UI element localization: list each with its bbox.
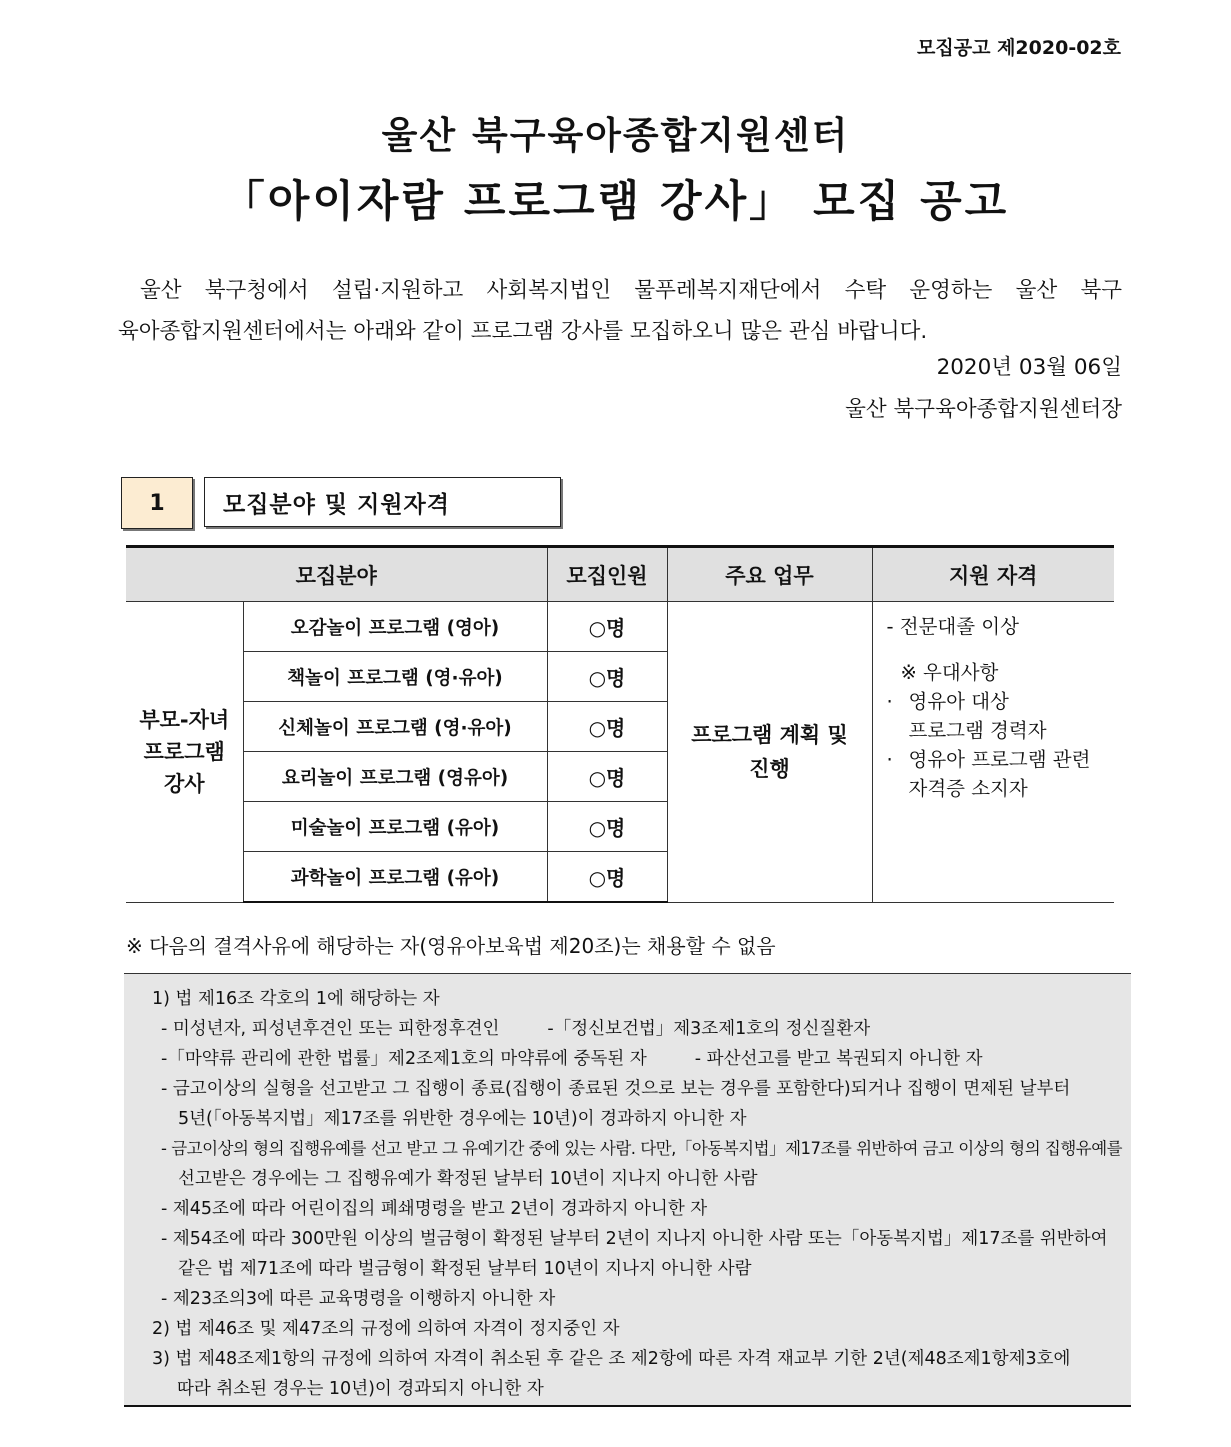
preference-line: 자격증 소지자 [908,777,1028,800]
program-name: 요리놀이 프로그램 (영유아) [243,752,547,802]
preference-title: ※ 우대사항 [900,661,999,684]
preference-line: 프로그램 경력자 [908,719,1047,742]
table-row [126,602,1114,652]
category-line: 강사 [163,771,205,796]
list-item-cont: 5년(「아동복지법」제17조를 위반한 경우에는 10년)이 경과하지 아니한 자 [178,1109,747,1129]
intro-line-1: 울산 북구청에서 설립·지원하고 사회복지법인 물푸레복지재단에서 수탁 운영하는 울산 북구 [140,278,1122,303]
preference-item [887,687,1115,745]
list-text: - 미성년자, 피성년후견인 또는 피한정후견인 [161,1019,500,1039]
list-item: - 제23조의3에 따른 교육명령을 이행하지 아니한 자 [161,1289,556,1309]
program-name: 오감놀이 프로그램 (영아) [243,602,547,652]
preference-line: 영유아 프로그램 관련 [908,748,1091,771]
notice-number: 모집공고 제2020-02호 [917,37,1121,59]
center-title: 울산 북구육아종합지원센터 [381,114,850,157]
list-item-cont: 선고받은 경우에는 그 집행유예가 확정된 날부터 10년이 지나지 아니한 사람 [178,1169,758,1189]
header-field: 모집분야 [126,547,547,602]
bullet-icon: · [886,690,893,713]
list-item: 2) 법 제46조 및 제47조의 규정에 의하여 자격이 정지중인 자 [152,1319,620,1339]
bullet-icon: · [886,748,893,771]
program-count: ○명 [547,602,667,652]
disqualification-heading: ※ 다음의 결격사유에 해당하는 자(영유아보육법 제20조)는 채용할 수 없음 [126,934,776,958]
notice-title: 「아이자람 프로그램 강사」 모집 공고 [221,177,1010,227]
list-item: 1) 법 제16조 각호의 1에 해당하는 자 [152,989,440,1009]
program-name: 과학놀이 프로그램 (유아) [243,852,547,903]
list-item: - 금고이상의 형의 집행유예를 선고 받고 그 유예기간 중에 있는 사람. 다만,「아동복지법」제17조를 위반하여 금고 이상의 형의 집행유예를 [161,1139,1123,1158]
header-duty: 주요 업무 [667,547,872,602]
duty-line: 진행 [749,756,790,781]
program-count: ○명 [547,652,667,702]
category-cell [126,602,243,903]
duty-line: 프로그램 계획 및 [691,722,848,747]
table-header-row [126,547,1114,602]
disqualification-box [124,973,1131,1407]
list-item: - 제45조에 따라 어린이집의 폐쇄명령을 받고 2년이 경과하지 아니한 자 [161,1199,708,1219]
program-name: 책놀이 프로그램 (영·유아) [243,652,547,702]
duty-cell [667,602,872,903]
program-count: ○명 [547,852,667,903]
list-item [152,1044,1131,1074]
category-line: 부모-자녀 [139,707,230,732]
notice-date: 2020년 03월 06일 [936,355,1122,380]
preference-line: 영유아 대상 [908,690,1009,713]
list-text: -「마약류 관리에 관한 법률」제2조제1호의 마약류에 중독된 자 [161,1049,647,1069]
header-qualification: 지원 자격 [872,547,1114,602]
category-line: 프로그램 [143,739,225,764]
qualification-cell [872,602,1114,903]
list-item: - 금고이상의 실형을 선고받고 그 집행이 종료(집행이 종료된 것으로 보는 경우를 포함한다)되거나 집행이 면제된 날부터 [161,1079,1071,1099]
program-name: 미술놀이 프로그램 (유아) [243,802,547,852]
intro-line-2: 육아종합지원센터에서는 아래와 같이 프로그램 강사를 모집하오니 많은 관심 바랍니다. [118,319,928,344]
list-item [152,1014,1131,1044]
program-count: ○명 [547,752,667,802]
intro-paragraph [118,270,1122,352]
section-title: 모집분야 및 지원자격 [204,477,561,527]
list-item-cont: 같은 법 제71조에 따라 벌금형이 확정된 날부터 10년이 지나지 아니한 사람 [178,1259,752,1279]
program-count: ○명 [547,802,667,852]
recruitment-table [126,545,1114,903]
list-item: - 제54조에 따라 300만원 이상의 벌금형이 확정된 날부터 2년이 지나지 아니한 사람 또는「아동복지법」제17조를 위반하여 [161,1229,1108,1249]
qualification-basic: - 전문대졸 이상 [886,615,1019,638]
list-item-cont: 따라 취소된 경우는 10년)이 경과되지 아니한 자 [177,1379,544,1399]
list-item: 3) 법 제48조제1항의 규정에 의하여 자격이 취소된 후 같은 조 제2항에 따른 자격 재교부 기한 2년(제48조제1항제3호에 [152,1349,1071,1369]
preference-item [887,745,1115,803]
header-count: 모집인원 [547,547,667,602]
list-text: -「정신보건법」제3조제1호의 정신질환자 [547,1019,871,1039]
list-text: - 파산선고를 받고 복권되지 아니한 자 [694,1049,983,1069]
section-number: 1 [121,477,193,529]
program-name: 신체놀이 프로그램 (영·유아) [243,702,547,752]
signer: 울산 북구육아종합지원센터장 [845,397,1122,422]
program-count: ○명 [547,702,667,752]
